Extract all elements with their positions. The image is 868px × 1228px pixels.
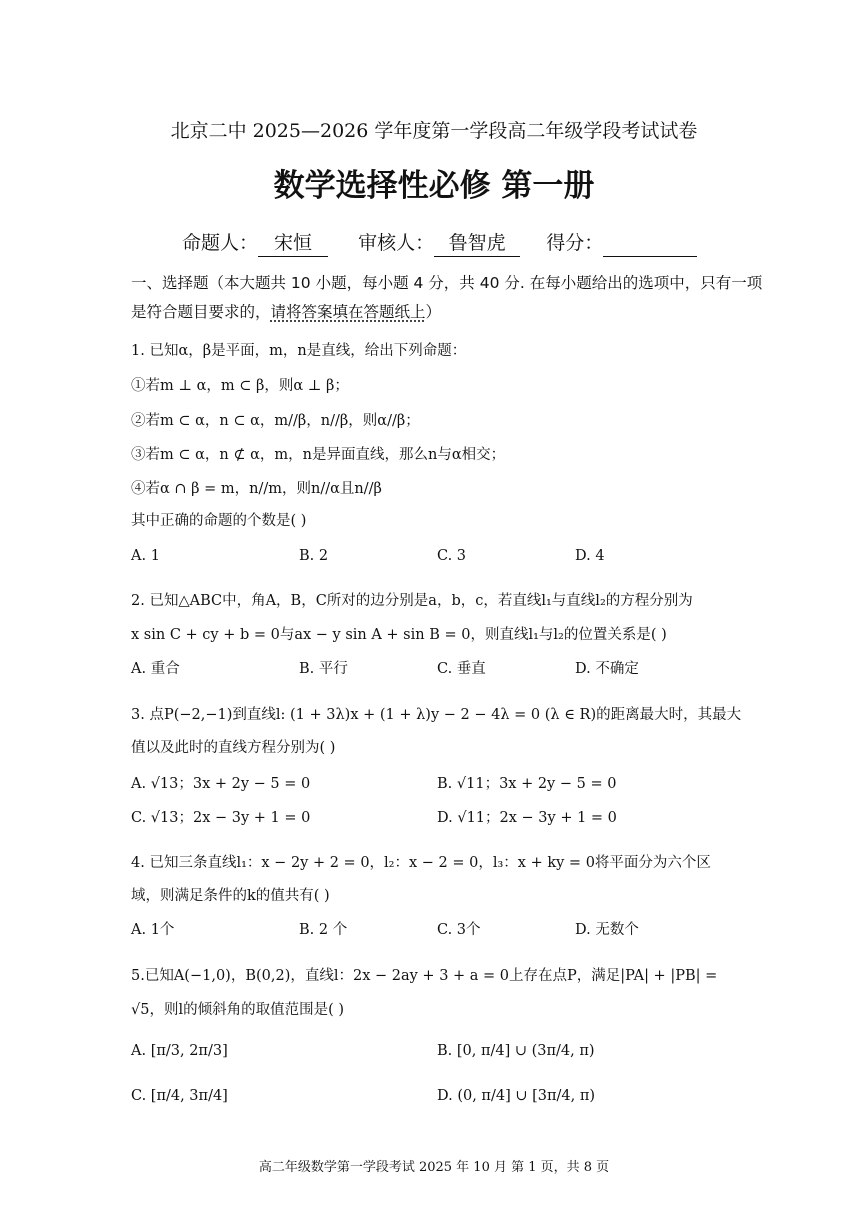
q3-option-a: A. √13；3x + 2y − 5 = 0 [131, 776, 311, 792]
q1-statement-4: ④若α ∩ β = m，n//m，则n//α且n//β [131, 481, 382, 497]
exam-meta [182, 230, 697, 257]
q1-statement-2: ②若m ⊂ α，n ⊂ α，m//β，n//β，则α//β； [131, 413, 420, 429]
q1-question: 其中正确的命题的个数是( ) [131, 513, 307, 529]
q2-option-a: A. 重合 [131, 661, 180, 677]
q4-option-d: D. 无数个 [575, 922, 639, 938]
setter-label: 命题人： [182, 232, 259, 254]
score-blank [603, 230, 697, 257]
section-instructions-line1: 一、选择题（本大题共 10 小题，每小题 4 分，共 40 分. 在每小题给出的选项中，只有一项 [131, 274, 763, 292]
q3-option-b: B. √11；3x + 2y − 5 = 0 [437, 776, 617, 792]
q1-option-a: A. 1 [131, 548, 160, 564]
subject-title: 数学选择性必修 第一册 [273, 168, 595, 204]
q2-stem-line2: x sin C + cy + b = 0与ax − y sin A + sin B = 0，则直线l₁与l₂的位置关系是( ) [131, 627, 667, 643]
q4-stem-line1: 4. 已知三条直线l₁：x − 2y + 2 = 0，l₂：x − 2 = 0，l₃：x + ky = 0将平面分为六个区 [131, 855, 711, 871]
q5-stem-line2: √5，则l的倾斜角的取值范围是( ) [131, 1002, 345, 1018]
q4-option-a: A. 1个 [131, 922, 175, 938]
q1-statement-3: ③若m ⊂ α，n ⊄ α，m，n是异面直线，那么n与α相交； [131, 447, 506, 463]
q1-stem: 1. 已知α，β是平面，m，n是直线，给出下列命题： [131, 343, 467, 359]
q1-option-d: D. 4 [575, 548, 605, 564]
q3-option-d: D. √11；2x − 3y + 1 = 0 [437, 810, 617, 826]
q1-statement-1: ①若m ⊥ α，m ⊂ β，则α ⊥ β； [131, 378, 349, 394]
section-instructions-line2: 是符合题目要求的，请将答案填在答题纸上） [131, 303, 442, 321]
q5-option-a: A. [π/3, 2π/3] [131, 1043, 228, 1059]
q4-option-c: C. 3个 [437, 922, 481, 938]
q3-stem-line1: 3. 点P(−2,−1)到直线l: (1 + 3λ)x + (1 + λ)y − 2 − 4λ = 0 (λ ∈ R)的距离最大时，其最大 [131, 707, 742, 723]
q2-stem-line1: 2. 已知△ABC中，角A，B，C所对的边分别是a，b，c，若直线l₁与直线l₂的方程分别为 [131, 593, 693, 609]
q3-option-c: C. √13；2x − 3y + 1 = 0 [131, 810, 311, 826]
q4-option-b: B. 2 个 [299, 922, 348, 938]
reviewer-name: 鲁智虎 [434, 230, 520, 257]
q5-option-c: C. [π/4, 3π/4] [131, 1088, 228, 1104]
q2-option-b: B. 平行 [299, 661, 348, 677]
score-label: 得分： [546, 232, 604, 254]
q5-stem-line1: 5.已知A(−1,0)，B(0,2)，直线l：2x − 2ay + 3 + a = 0上存在点P，满足|PA| + |PB| = [131, 968, 718, 984]
q1-option-c: C. 3 [437, 548, 467, 564]
q2-option-d: D. 不确定 [575, 661, 639, 677]
answer-sheet-note: 请将答案填在答题纸上 [270, 303, 426, 321]
q3-stem-line2: 值以及此时的直线方程分别为( ) [131, 740, 336, 756]
q4-stem-line2: 域，则满足条件的k的值共有( ) [131, 888, 330, 904]
q2-option-c: C. 垂直 [437, 661, 486, 677]
setter-name: 宋恒 [258, 230, 328, 257]
page-footer: 高二年级数学第一学段考试 2025 年 10 月 第 1 页，共 8 页 [258, 1160, 610, 1175]
exam-title: 北京二中 2025—2026 学年度第一学段高二年级学段考试试卷 [170, 120, 698, 142]
q5-option-d: D. (0, π/4] ∪ [3π/4, π) [437, 1088, 596, 1104]
reviewer-label: 审核人： [358, 232, 435, 254]
q1-option-b: B. 2 [299, 548, 329, 564]
q5-option-b: B. [0, π/4] ∪ (3π/4, π) [437, 1043, 595, 1059]
